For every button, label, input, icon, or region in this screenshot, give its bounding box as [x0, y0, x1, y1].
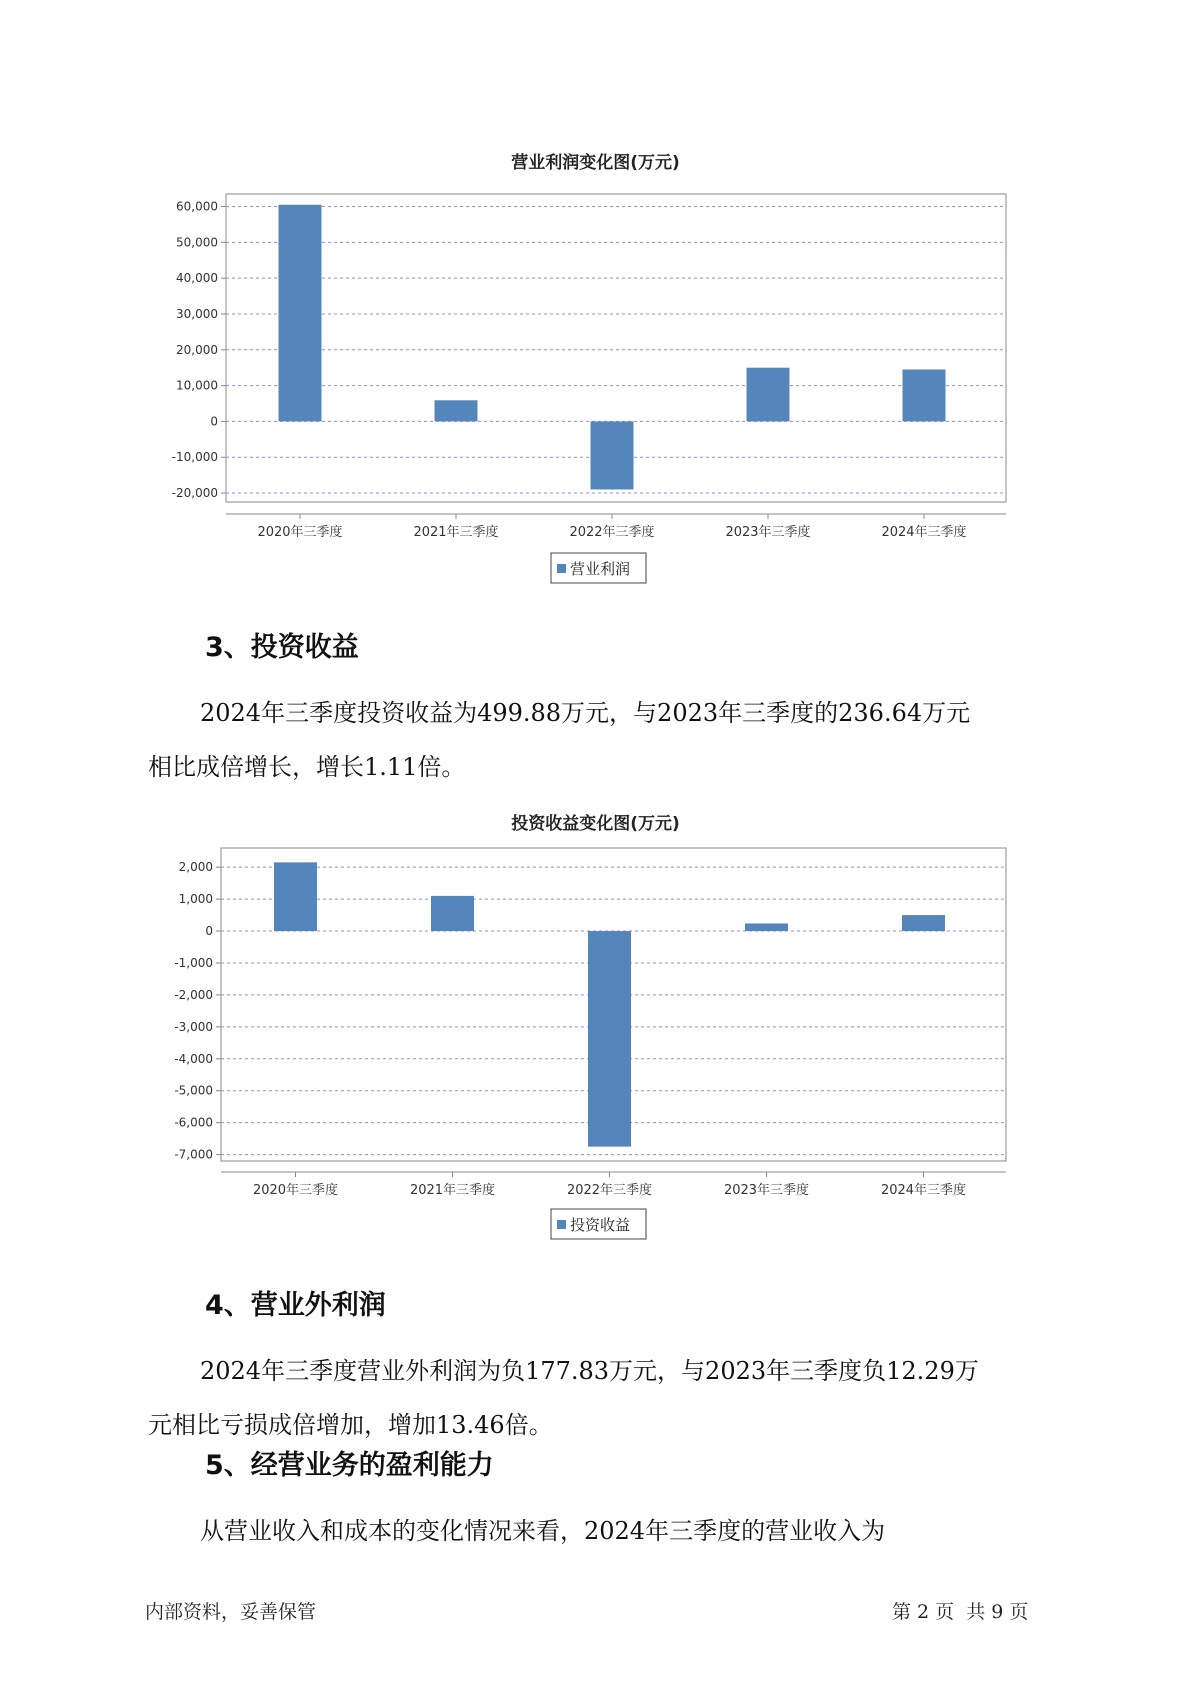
- x-tick-label: 2023年三季度: [723, 1183, 810, 1198]
- bar: [274, 862, 317, 931]
- legend-swatch: [557, 1220, 566, 1229]
- legend-label: 投资收益: [570, 1216, 631, 1234]
- y-tick-label: 0: [210, 414, 218, 429]
- y-tick-label: 0: [205, 924, 213, 939]
- x-tick-label: 2021年三季度: [413, 525, 499, 540]
- y-tick-label: 60,000: [176, 199, 218, 214]
- y-tick-label: 40,000: [176, 271, 218, 286]
- y-tick-label: 30,000: [176, 306, 218, 321]
- x-tick-label: 2022年三季度: [566, 1183, 653, 1198]
- y-tick-label: -10,000: [171, 450, 218, 465]
- y-tick-label: -2,000: [174, 987, 213, 1002]
- section-heading-profitability: 5、经营业务的盈利能力: [205, 1450, 494, 1481]
- x-tick-label: 2022年三季度: [569, 525, 655, 540]
- paragraph-line: 元相比亏损成倍增加，增加13.46倍。: [148, 1411, 553, 1439]
- y-tick-label: -5,000: [174, 1083, 213, 1098]
- bar: [588, 931, 631, 1147]
- y-tick-label: 10,000: [176, 378, 218, 393]
- paragraph-line: 2024年三季度营业外利润为负177.83万元，与2023年三季度负12.29万: [200, 1357, 979, 1385]
- bar: [431, 896, 474, 931]
- paragraph-line: 2024年三季度投资收益为499.88万元，与2023年三季度的236.64万元: [200, 699, 971, 727]
- y-tick-label: -1,000: [174, 955, 213, 970]
- bar: [745, 923, 788, 931]
- paragraph-line: 从营业收入和成本的变化情况来看，2024年三季度的营业收入为: [200, 1517, 886, 1545]
- chart-title-operating-profit: 营业利润变化图(万元): [511, 153, 680, 173]
- bar: [902, 915, 945, 931]
- footer-confidential-note: 内部资料，妥善保管: [145, 1601, 317, 1623]
- x-tick-label: 2023年三季度: [725, 525, 811, 540]
- legend-label: 营业利润: [570, 560, 631, 578]
- x-tick-label: 2020年三季度: [252, 1183, 339, 1198]
- section-heading-investment-income: 3、投资收益: [205, 632, 359, 663]
- footer-page-number: 第 2 页 共 9 页: [892, 1601, 1029, 1623]
- chart-legend: [551, 1209, 646, 1239]
- y-tick-label: 50,000: [176, 235, 218, 250]
- y-tick-label: -7,000: [174, 1147, 213, 1162]
- chart-title-investment-income: 投资收益变化图(万元): [511, 814, 680, 834]
- y-tick-label: -6,000: [174, 1115, 213, 1130]
- paragraph-non-operating-profit: [148, 1344, 1068, 1452]
- y-tick-label: 1,000: [178, 892, 213, 907]
- y-tick-label: -4,000: [174, 1051, 213, 1066]
- x-tick-label: 2020年三季度: [257, 525, 343, 540]
- section-heading-non-operating-profit: 4、营业外利润: [205, 1290, 386, 1321]
- y-tick-label: -3,000: [174, 1019, 213, 1034]
- paragraph-profitability: [148, 1504, 1068, 1558]
- y-tick-label: -20,000: [171, 486, 218, 501]
- y-tick-label: 20,000: [176, 342, 218, 357]
- y-tick-label: 2,000: [178, 860, 213, 875]
- x-tick-label: 2024年三季度: [881, 525, 967, 540]
- x-tick-label: 2024年三季度: [880, 1183, 967, 1198]
- paragraph-line: 相比成倍增长，增长1.11倍。: [148, 753, 466, 781]
- x-tick-label: 2021年三季度: [409, 1183, 496, 1198]
